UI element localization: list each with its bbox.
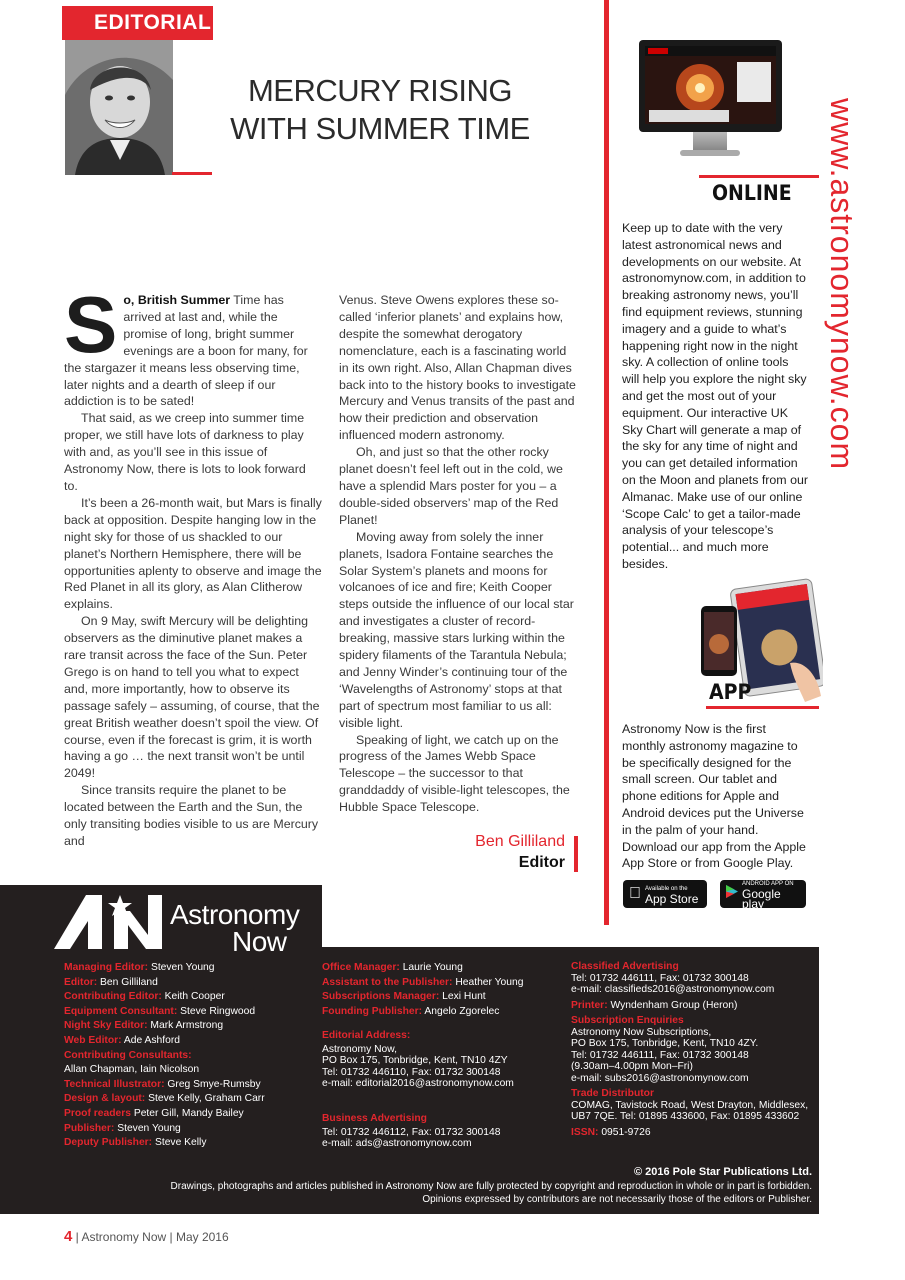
logo-wordmark-now: Now <box>232 926 287 957</box>
google-play-button[interactable]: ANDROID APP ON Google play <box>720 880 806 908</box>
credit-line: Editor: Ben Gilliland <box>64 976 158 988</box>
contact-line: Tel: 01732 446111, Fax: 01732 300148 <box>571 1049 749 1061</box>
app-description: Astronomy Now is the first monthly astronomy magazine to be specifically designed for the small screen. Our tablet and phone editions for Apple and Android devices put the Universe in the palm of your hand. Download our app from the Apple App Store or from Google Play. <box>622 722 806 871</box>
contact-line: UB7 7QE. Tel: 01895 433600, Fax: 01895 433602 <box>571 1111 800 1122</box>
monitor-stand <box>693 132 727 150</box>
online-description: Keep up to date with the very latest astronomical news and developments on our website. At astronomynow.com, in addition to breaking astronomy news, you’ll find equipment reviews, stunning imagery and a guide to what’s happening right now in the night sky. A collection of online tools will help you explore the night sky and get the most out of your equipment. Our interactive UK Sky Chart will generate a map of the sky for any time of night and you can get detailed information on the Moon and planets from our Almanac. Make use of our online ‘Scope Calc’ to get a tailor-made analysis of your telescope’s potential... and much more besides. <box>622 221 808 571</box>
paragraph: Since transits require the planet to be located between the Earth and the Sun, the only transiting bodies visible to us are Mercury and <box>64 783 319 848</box>
paragraph: Moving away from solely the inner planets, Isadora Fontaine searches the Solar System’s planets and moons for volcanoes of ice and fire; Keith Cooper steps outside the influence of our local star and investigates a cluster of record-breaking, massive stars lurking within the spidery filaments of the Tarantula Nebula; and Jenny Winder’s continuing tour of the ‘Wavelengths of Astronomy’ stops at that part of spectrum most familiar to us all: visible light. <box>339 529 574 730</box>
contact-line: PO Box 175, Tonbridge, Kent, TN10 4ZY. <box>571 1038 759 1049</box>
printer-line: Printer: Wyndenham Group (Heron) <box>571 999 738 1011</box>
section-label: EDITORIAL <box>62 6 213 40</box>
issn-line: ISSN: 0951-9726 <box>571 1126 651 1138</box>
contact-line: Tel: 01732 446111, Fax: 01732 300148 <box>571 972 749 984</box>
credit-line: Contributing Editor: Keith Cooper <box>64 991 225 1003</box>
contact-line: (9.30am–4.00pm Mon–Fri) <box>571 1061 693 1072</box>
masthead-contacts-column <box>571 961 816 1138</box>
article-column-2 <box>339 292 579 816</box>
credit-line: Web Editor: Ade Ashford <box>64 1034 180 1046</box>
credit-line: Managing Editor: Steven Young <box>64 962 215 973</box>
logo-wordmark-astronomy: Astronomy <box>170 899 300 930</box>
portrait-rule <box>172 172 212 175</box>
app-heading: APP <box>709 680 752 704</box>
credit-line: Proof readers Peter Gill, Mandy Bailey <box>64 1107 244 1119</box>
paragraph: Oh, and just so that the other rocky planet doesn’t feel left out in the cold, we have a splendid Mars poster for you – a double-sided observers’ map of the Red Planet! <box>339 445 563 527</box>
credit-line: Night Sky Editor: Mark Armstrong <box>64 1020 224 1032</box>
headline-line-1: MERCURY RISING <box>247 73 512 108</box>
play-icon <box>726 880 738 908</box>
website-url[interactable]: www.astronomynow.com <box>824 98 860 471</box>
credit-line: Publisher: Steven Young <box>64 1122 181 1134</box>
editorial-email-link[interactable]: e-mail: editorial2016@astronomynow.com <box>322 1078 514 1090</box>
address-line: Tel: 01732 446110, Fax: 01732 300148 <box>322 1066 501 1078</box>
address-line: PO Box 175, Tonbridge, Kent, TN10 4ZY <box>322 1055 508 1067</box>
signature-name: Ben Gilliland <box>475 833 565 850</box>
website-screenshot-image <box>645 46 776 124</box>
headline-line-2: WITH SUMMER TIME <box>230 111 530 146</box>
monitor-base <box>680 150 740 156</box>
astronomy-now-logo-icon <box>54 893 166 949</box>
credit-line: Design & layout: Steve Kelly, Graham Carr <box>64 1093 265 1105</box>
app-rule <box>706 706 819 709</box>
lead-in: o, British Summer <box>123 293 231 307</box>
trade-distributor-heading: Trade Distributor <box>571 1088 654 1099</box>
paragraph: Speaking of light, we catch up on the progress of the James Webb Space Telescope – the successor to that granddaddy of visible-light telescopes, the Hubble Space Telescope. <box>339 732 570 815</box>
credit-line: Technical Illustrator: Greg Smye-Rumsby <box>64 1078 261 1090</box>
legal-notice: Drawings, photographs and articles published in Astronomy Now are fully protected by copyright and reproduction in whole or in part is forbidden. Opinions expressed by contributors are not necessarily those of the editors or Publisher. <box>170 1181 812 1205</box>
paragraph: So, British Summer Time has arrived at last and, while the promise of long, bright summer evenings are a boon for many, for the stargazer it means less observing time, later nights and a dearth of sleep if our addiction is to be sated! <box>64 280 308 409</box>
subs-email-link[interactable]: e-mail: subs2016@astronomynow.com <box>571 1072 749 1084</box>
credit-line: Office Manager: Laurie Young <box>322 962 463 973</box>
paragraph: It’s been a 26-month wait, but Mars is finally back at opposition. Despite hanging low in the night sky for those of us shackled to our planet’s Northern Hemisphere, there will be opportunities aplenty to observe and image the Red Planet in all its glory, as Alan Clitherow explains. <box>64 495 322 612</box>
paragraph: That said, as we creep into summer time proper, we still have lots of darkness to play with and, as you’ll see in this issue of Astronomy Now, there is lots to look forward to. <box>64 411 306 493</box>
signature-bar <box>574 836 578 872</box>
article-headline <box>220 72 540 148</box>
masthead-staff-column <box>64 961 309 1151</box>
credit-line: Subscriptions Manager: Lexi Hunt <box>322 991 486 1003</box>
address-line: Astronomy Now, <box>322 1043 397 1055</box>
classifieds-email-link[interactable]: e-mail: classifieds2016@astronomynow.com <box>571 984 775 995</box>
subscription-heading: Subscription Enquiries <box>571 1015 684 1026</box>
page-folio: 4 | Astronomy Now | May 2016 <box>64 1228 229 1245</box>
apple-icon <box>629 880 641 908</box>
ads-email-link[interactable]: e-mail: ads@astronomynow.com <box>322 1138 472 1150</box>
masthead-office-column <box>322 961 562 1150</box>
editor-portrait <box>65 40 173 175</box>
paragraph: On 9 May, swift Mercury will be delighting observers as the diminutive planet makes a rare transit across the face of the Sun. Peter Grego is on hand to tell you what to expect and, more importantly, how to observe its passage safely – assuming, of course, that the great British weather doesn’t spoil the view. Of course, even if the forecast is grim, it is worth having a go … the next transit won’t be until 2049! <box>64 614 320 781</box>
credit-line: Assistant to the Publisher: Heather Young <box>322 976 524 988</box>
credit-line: Contributing Consultants: <box>64 1049 192 1061</box>
credit-line: Allan Chapman, Iain Nicolson <box>64 1064 200 1076</box>
online-heading: ONLINE <box>712 181 792 205</box>
contact-line: Astronomy Now Subscriptions, <box>571 1026 712 1038</box>
article-column-1 <box>64 280 322 850</box>
contact-line: Tel: 01732 446112, Fax: 01732 300148 <box>322 1126 501 1138</box>
drop-cap: S <box>64 280 118 369</box>
page-number: 4 <box>64 1228 73 1245</box>
signature-title: Editor <box>518 854 565 871</box>
credit-line: Founding Publisher: Angelo Zgorelec <box>322 1005 500 1017</box>
business-advertising-heading: Business Advertising <box>322 1112 427 1124</box>
contact-line: COMAG, Tavistock Road, West Drayton, Middlesex, <box>571 1099 809 1111</box>
credit-line: Equipment Consultant: Steve Ringwood <box>64 1005 256 1017</box>
copyright-notice: © 2016 Pole Star Publications Ltd. <box>633 1166 812 1178</box>
paragraph: Venus. Steve Owens explores these so-called ‘inferior planets’ and explains how, despite the somewhat derogatory nomenclature, each is a fascinating world in its own right. Also, Allan Chapman dives back into to the history books to investigate Mercury and Venus transits of the past and how their prediction and observation influenced modern astronomy. <box>339 293 576 443</box>
editorial-address-heading: Editorial Address: <box>322 1030 411 1042</box>
app-store-button[interactable]: Available on the App Store <box>623 880 707 908</box>
classified-heading: Classified Advertising <box>571 961 679 972</box>
online-rule <box>699 175 819 178</box>
credit-line: Deputy Publisher: Steve Kelly <box>64 1137 207 1149</box>
